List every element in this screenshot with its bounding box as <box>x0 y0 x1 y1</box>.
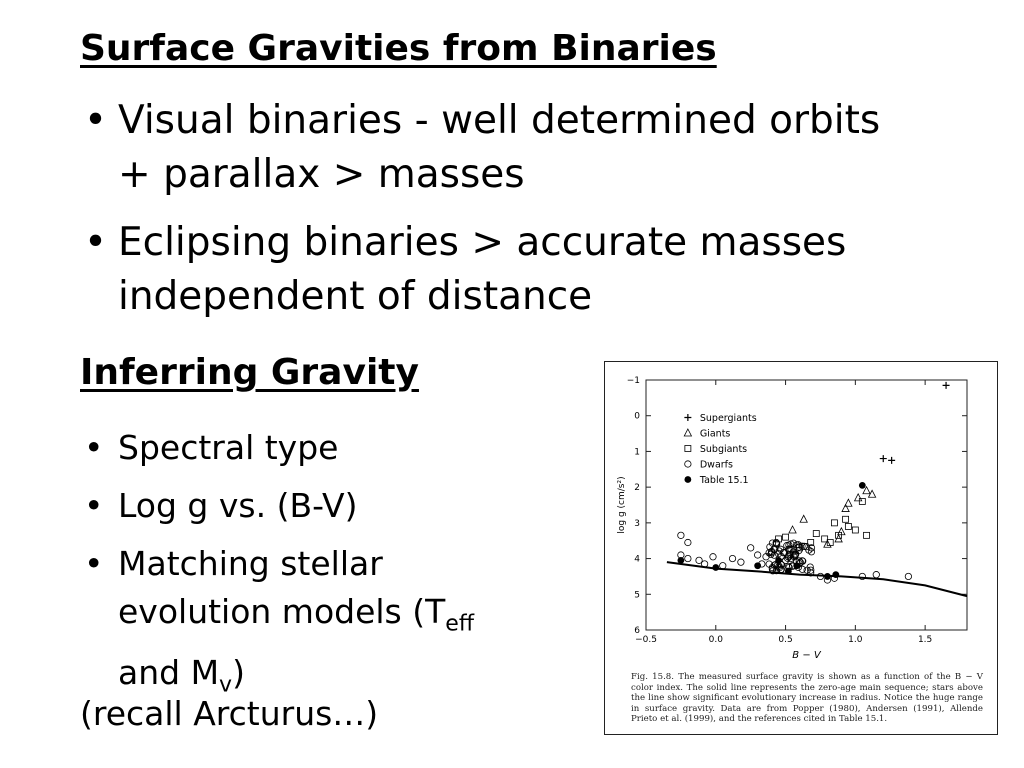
point-dwarfs <box>905 573 911 579</box>
point-table-15-1 <box>754 562 761 569</box>
point-dwarfs <box>738 559 744 565</box>
legend-marker <box>684 429 691 436</box>
bullet-visual-binaries: • Visual binaries - well determined orbits + parallax > masses <box>80 94 900 202</box>
inferring-bullet-list <box>80 424 480 719</box>
point-dwarfs <box>710 554 716 560</box>
legend-label: Supergiants <box>699 413 757 424</box>
top-bullet-list <box>80 94 900 338</box>
point-dwarfs <box>729 555 735 561</box>
point-supergiants <box>880 455 887 462</box>
y-tick-label: 4 <box>634 554 640 565</box>
point-supergiants <box>888 457 895 464</box>
bullet-spectral-type: • Spectral type <box>80 424 480 472</box>
bullet-log-g: • Log g vs. (B-V) <box>80 482 480 530</box>
legend-marker <box>684 476 691 483</box>
point-subgiants <box>852 527 858 533</box>
point-dwarfs <box>685 539 691 545</box>
point-giants <box>789 526 796 533</box>
legend-marker <box>685 461 691 467</box>
y-axis-label: log g (cm/s²) <box>617 476 627 534</box>
point-subgiants <box>813 531 819 537</box>
point-subgiants <box>843 516 849 522</box>
point-subgiants <box>864 532 870 538</box>
y-tick-label: 3 <box>634 518 640 529</box>
legend-label: Dwarfs <box>699 459 733 471</box>
point-dwarfs <box>678 532 684 538</box>
bullet-evolution-models: • Matching stellar evolution models ($T_{eff}$ and $M_v$) <box>80 540 480 709</box>
x-tick-label: 1.5 <box>917 635 933 645</box>
slide-title: Surface Gravities from Binaries <box>80 28 717 69</box>
point-supergiants <box>943 382 950 389</box>
scatter-chart <box>605 362 999 672</box>
section-heading: Inferring Gravity <box>80 352 419 393</box>
zams-line <box>667 562 967 596</box>
point-dwarfs <box>799 566 805 572</box>
legend-marker <box>685 446 691 452</box>
legend-label: Table 15.1 <box>699 475 749 486</box>
point-subgiants <box>783 534 789 540</box>
point-dwarfs <box>747 545 753 551</box>
point-subgiants <box>831 520 837 526</box>
y-tick-label: −1 <box>626 376 640 386</box>
plot-frame <box>646 380 967 630</box>
recall-note: (recall Arcturus…) <box>80 694 379 733</box>
x-tick-label: −0.5 <box>635 635 657 645</box>
point-table-15-1 <box>793 562 800 569</box>
point-dwarfs <box>685 555 691 561</box>
point-giants <box>842 505 849 512</box>
y-tick-label: 0 <box>634 411 640 422</box>
x-axis-label: B − V <box>792 650 821 661</box>
point-giants <box>800 515 807 522</box>
y-tick-label: 1 <box>634 447 640 458</box>
x-tick-label: 0.5 <box>778 635 793 645</box>
figure-caption: Fig. 15.8. The measured surface gravity is shown as a function of the B − V color index. The solid line represents the zero-age main sequence; stars above the line show significant evolutionary increase in radius. Notice the huge range in surface gravity. Data are from Popper (1980), Andersen (1991), Allende Prieto et al. (1999), and the references cited in Table 15.1. <box>631 672 983 725</box>
y-tick-label: 6 <box>634 626 640 636</box>
y-tick-label: 5 <box>634 590 640 601</box>
figure-panel <box>604 361 998 735</box>
point-table-15-1 <box>859 482 866 489</box>
point-giants <box>855 494 862 501</box>
x-tick-label: 1.0 <box>848 635 863 645</box>
legend-label: Giants <box>699 428 731 440</box>
x-tick-label: 0.0 <box>708 635 723 645</box>
point-dwarfs <box>754 552 760 558</box>
bullet-eclipsing-binaries: • Eclipsing binaries > accurate masses independent of distance <box>80 216 900 324</box>
point-subgiants <box>845 523 851 529</box>
legend-label: Subgiants <box>699 444 748 455</box>
point-table-15-1 <box>775 557 782 564</box>
y-tick-label: 2 <box>634 483 640 494</box>
point-subgiants <box>859 498 865 504</box>
legend-marker <box>684 414 691 421</box>
point-dwarfs <box>873 571 879 577</box>
